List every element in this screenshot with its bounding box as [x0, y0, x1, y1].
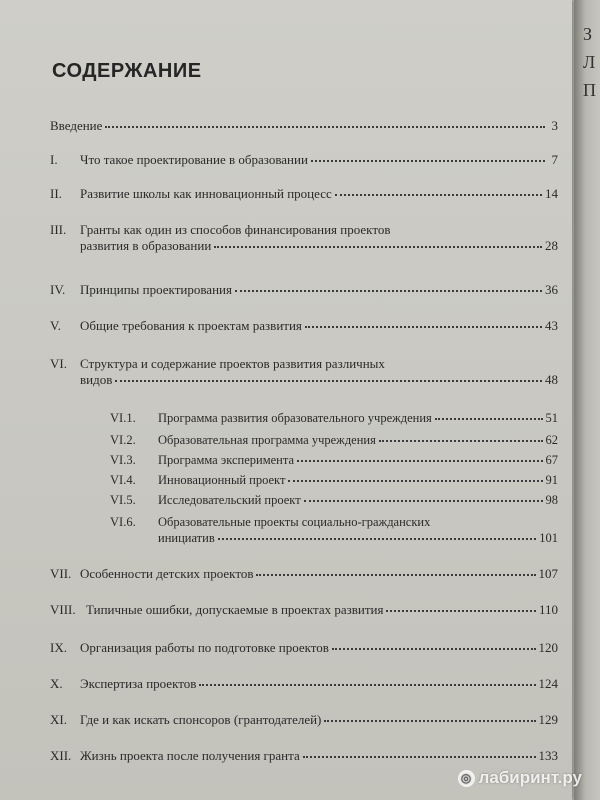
toc-page-number: 129 — [538, 712, 558, 727]
adjacent-page-letter: З — [583, 24, 593, 44]
toc-entry-chapter-7 — [50, 566, 558, 582]
dot-leader — [256, 574, 535, 576]
toc-chapter-number: II. — [50, 186, 62, 201]
toc-page-number: 133 — [538, 748, 558, 763]
adjacent-page-letter: Л — [583, 52, 596, 72]
toc-entry-title: инициатив — [158, 531, 215, 545]
toc-entry-title: Программа эксперимента — [158, 453, 295, 467]
adjacent-page-edge — [574, 0, 600, 800]
toc-page-number: 101 — [539, 531, 558, 545]
dot-leader — [288, 480, 542, 482]
toc-entry-title: видов — [80, 372, 113, 387]
toc-section-number: VI.6. — [110, 515, 136, 529]
dot-leader — [214, 246, 542, 248]
dot-leader — [311, 160, 545, 162]
toc-entry-chapter-11 — [50, 712, 558, 728]
toc-chapter-number: VI. — [50, 356, 67, 371]
dot-leader — [235, 290, 542, 292]
toc-entry-title: Общие требования к проектам развития — [80, 318, 302, 333]
toc-entry-chapter-8 — [50, 602, 558, 618]
dot-leader — [324, 720, 535, 722]
toc-section-number: VI.5. — [110, 493, 136, 507]
toc-page-number: 3 — [551, 118, 558, 133]
toc-entry-title: Организация работы по подготовке проектов — [80, 640, 329, 655]
toc-subentry-6-1 — [110, 410, 558, 426]
toc-entry-title: Инновационный проект — [158, 473, 286, 487]
toc-chapter-number: IV. — [50, 282, 66, 297]
toc-chapter-number: I. — [50, 152, 58, 167]
toc-page-number: 48 — [545, 372, 558, 387]
dot-leader — [304, 500, 543, 502]
toc-entry-title: Что такое проектирование в образовании — [80, 152, 308, 167]
toc-section-number: VI.1. — [110, 411, 136, 425]
dot-leader — [335, 194, 542, 196]
toc-entry-chapter-2 — [50, 186, 558, 202]
dot-leader — [199, 684, 535, 686]
toc-section-number: VI.3. — [110, 453, 136, 467]
dot-leader — [435, 418, 543, 420]
toc-entry-title: Развитие школы как инновационный процесс — [80, 186, 332, 201]
toc-entry-chapter-1 — [50, 152, 558, 168]
dot-leader — [218, 538, 537, 540]
toc-entry-title: Исследовательский проект — [158, 493, 301, 507]
toc-page-number: 36 — [545, 282, 558, 297]
dot-leader — [303, 756, 536, 758]
toc-chapter-number: XI. — [50, 712, 67, 727]
dot-leader — [379, 440, 543, 442]
toc-subentry-6-4 — [110, 472, 558, 488]
page-title: СОДЕРЖАНИЕ — [52, 60, 202, 82]
adjacent-page-letter: П — [583, 80, 596, 100]
toc-chapter-number: X. — [50, 676, 63, 691]
toc-page-number: 124 — [538, 676, 558, 691]
toc-entry-title: Образовательная программа учреждения — [158, 433, 376, 447]
toc-entry-title: Где и как искать спонсоров (грантодателей) — [80, 712, 322, 727]
toc-page-number: 110 — [538, 602, 558, 617]
toc-entry-chapter-4 — [50, 282, 558, 298]
toc-entry-introduction — [50, 118, 558, 134]
toc-page-number: 98 — [545, 493, 558, 507]
toc-subentry-6-2 — [110, 432, 558, 448]
dot-leader — [297, 460, 542, 462]
toc-page-number: 120 — [538, 640, 558, 655]
labirint-logo-icon: ◎ — [458, 770, 475, 787]
toc-entry-title: Введение — [50, 118, 103, 133]
toc-entry-title: развития в образовании — [80, 238, 212, 253]
toc-entry-title: Типичные ошибки, допускаемые в проектах развития — [86, 602, 384, 617]
toc-subentry-6-6 — [110, 514, 558, 546]
toc-entry-title-line1: Образовательные проекты социально-гражданских — [158, 515, 431, 529]
toc-chapter-number: VII. — [50, 566, 72, 581]
toc-entry-title: Особенности детских проектов — [80, 566, 254, 581]
toc-entry-chapter-9 — [50, 640, 558, 656]
dot-leader — [305, 326, 542, 328]
dot-leader — [105, 126, 545, 128]
toc-section-number: VI.2. — [110, 433, 136, 447]
toc-chapter-number: V. — [50, 318, 61, 333]
labirint-watermark — [458, 768, 582, 788]
toc-page-number: 62 — [545, 433, 558, 447]
toc-entry-chapter-12 — [50, 748, 558, 764]
toc-page-number: 43 — [545, 318, 558, 333]
toc-entry-title-line1: Гранты как один из способов финансирования проектов — [80, 222, 391, 237]
toc-page-number: 28 — [545, 238, 558, 253]
dot-leader — [386, 610, 535, 612]
toc-page-number: 91 — [545, 473, 558, 487]
toc-page-number: 51 — [545, 411, 558, 425]
toc-section-number: VI.4. — [110, 473, 136, 487]
toc-page-number: 67 — [545, 453, 558, 467]
watermark-text: лабиринт.ру — [478, 768, 582, 787]
toc-entry-chapter-6 — [50, 356, 558, 388]
toc-entry-title: Принципы проектирования — [80, 282, 232, 297]
toc-chapter-number: VIII. — [50, 602, 76, 617]
dot-leader — [332, 648, 536, 650]
toc-chapter-number: III. — [50, 222, 67, 237]
toc-entry-chapter-10 — [50, 676, 558, 692]
toc-entry-title: Жизнь проекта после получения гранта — [80, 748, 300, 763]
toc-chapter-number: IX. — [50, 640, 67, 655]
toc-entry-title: Программа развития образовательного учреждения — [158, 411, 432, 425]
toc-entry-chapter-5 — [50, 318, 558, 334]
toc-subentry-6-3 — [110, 452, 558, 468]
toc-subentry-6-5 — [110, 492, 558, 508]
toc-page-number: 14 — [545, 186, 558, 201]
toc-entry-title: Экспертиза проектов — [80, 676, 197, 691]
toc-entry-chapter-3 — [50, 222, 558, 254]
toc-chapter-number: XII. — [50, 748, 72, 763]
dot-leader — [115, 380, 542, 382]
toc-entry-title-line1: Структура и содержание проектов развития различных — [80, 356, 385, 371]
toc-page-number: 7 — [551, 152, 558, 167]
toc-page-number: 107 — [538, 566, 558, 581]
